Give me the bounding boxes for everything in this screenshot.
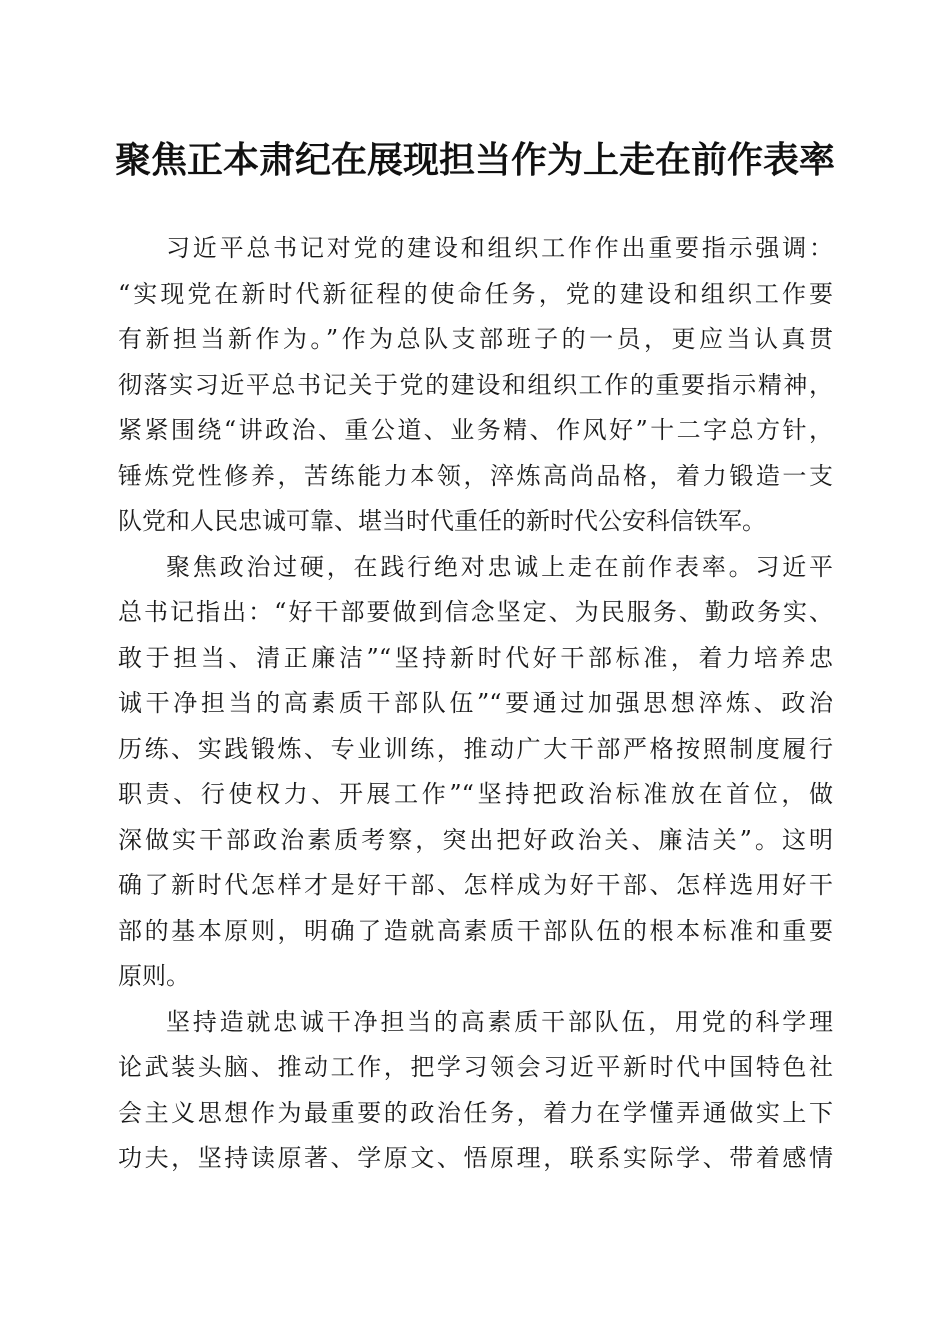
text-line: 深做实干部政治素质考察，突出把好政治关、廉洁关”。这明: [118, 825, 833, 854]
text-line: 有新担当新作为。”作为总队支部班子的一员，更应当认真贯: [118, 325, 833, 353]
text-line: 彻落实习近平总书记关于党的建设和组织工作的重要指示精神，: [118, 370, 833, 399]
paragraph-2: [118, 545, 833, 1000]
text-line: “实现党在新时代新征程的使命任务，党的建设和组织工作要: [118, 279, 833, 308]
paragraph-3: [118, 1000, 833, 1182]
text-line: 聚焦政治过硬，在践行绝对忠诚上走在前作表率。习近平: [166, 552, 833, 581]
text-line: 队党和人民忠诚可靠、堪当时代重任的新时代公安科信铁军。: [118, 507, 766, 535]
page-title: 聚焦正本肃纪在展现担当作为上走在前作表率: [114, 139, 835, 181]
text-line: 论武装头脑、推动工作，把学习领会习近平新时代中国特色社: [118, 1053, 833, 1081]
text-line: 诚干净担当的高素质干部队伍”“要通过加强思想淬炼、政治: [118, 689, 833, 717]
text-line: 功夫，坚持读原著、学原文、悟原理，联系实际学、带着感情: [118, 1144, 833, 1172]
text-line: 锤炼党性修养，苦练能力本领，淬炼高尚品格，着力锻造一支: [118, 461, 833, 490]
text-line: 职责、行使权力、开展工作”“坚持把政治标准放在首位，做: [118, 780, 833, 808]
text-line: 坚持造就忠诚干净担当的高素质干部队伍，用党的科学理: [166, 1007, 833, 1036]
text-line: 总书记指出：“好干部要做到信念坚定、为民服务、勤政务实、: [118, 598, 833, 626]
text-line: 会主义思想作为最重要的政治任务，着力在学懂弄通做实上下: [118, 1098, 833, 1127]
document-body: [118, 226, 833, 1182]
text-line: 习近平总书记对党的建设和组织工作作出重要指示强调：: [166, 234, 833, 262]
text-line: 敢于担当、清正廉洁”“坚持新时代好干部标准，着力培养忠: [118, 643, 833, 672]
text-line: 原则。: [118, 962, 190, 990]
paragraph-1: [118, 226, 833, 545]
text-line: 历练、实践锻炼、专业训练，推动广大干部严格按照制度履行: [118, 734, 833, 763]
text-line: 紧紧围绕“讲政治、重公道、业务精、作风好”十二字总方针，: [118, 416, 833, 444]
text-line: 确了新时代怎样才是好干部、怎样成为好干部、怎样选用好干: [118, 871, 833, 899]
text-line: 部的基本原则，明确了造就高素质干部队伍的根本标准和重要: [118, 916, 833, 945]
